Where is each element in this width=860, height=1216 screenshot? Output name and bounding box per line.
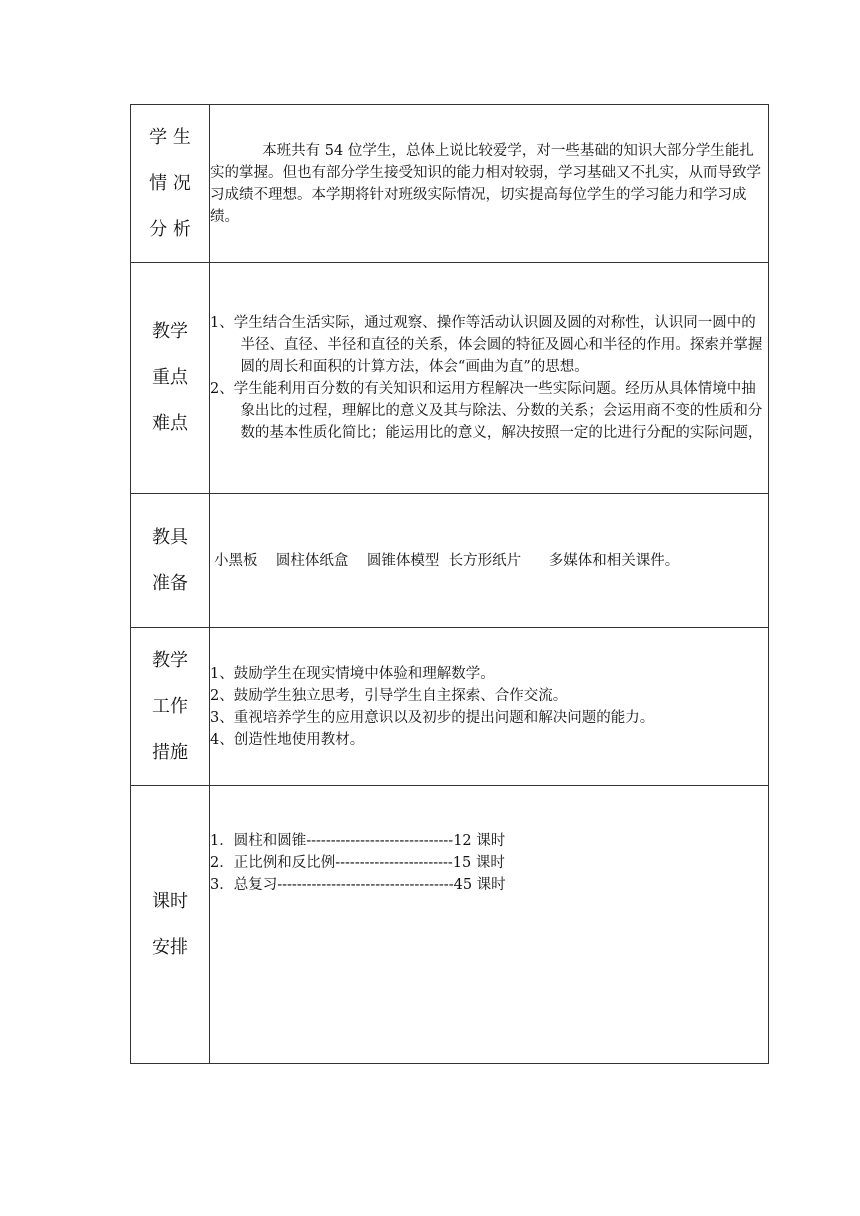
- label-line: 工作: [152, 695, 188, 717]
- label-teaching-measures: [131, 628, 210, 786]
- label-line: 安排: [152, 936, 188, 958]
- list-item: 4、创造性地使用教材。: [210, 731, 365, 748]
- list-item: 1、鼓励学生在现实情境中体验和理解数学。: [210, 665, 495, 682]
- list-item: 2．正比例和反比例------------------------15 课时: [210, 855, 505, 871]
- label-line: 课时: [152, 890, 188, 912]
- label-teaching-tools: [131, 494, 210, 628]
- row-student-analysis: [131, 105, 769, 263]
- schedule-list: [210, 830, 768, 896]
- list-item: 1、学生结合生活实际，通过观察、操作等活动认识圆及圆的对称性，认识同一圆中的半径、直径、半径和直径的关系，体会圆的特征及圆心和半径的作用。探索并掌握圆的周长和面积的计算方法，体会“画曲为直”的思想。: [210, 315, 763, 375]
- teaching-tools-text: 小黑板 圆柱体纸盒 圆锥体模型 长方形纸片 多媒体和相关课件。: [214, 552, 680, 569]
- content-teaching-measures: [210, 628, 769, 786]
- label-line: 措施: [152, 741, 188, 763]
- list-item: 1．圆柱和圆锥------------------------------12 课时: [210, 833, 506, 849]
- teaching-plan-table: [130, 104, 769, 1064]
- student-analysis-text: 本班共有 54 位学生，总体上说比较爱学，对一些基础的知识大部分学生能扎实的掌握。但也有部分学生接受知识的能力相对较弱，学习基础又不扎实，从而导致学习成绩不理想。本学期将针对班级实际情况，切实提高每位学生的学习能力和学习成绩。: [210, 142, 761, 225]
- label-line: 教具: [152, 526, 188, 548]
- content-teaching-tools: [210, 494, 769, 628]
- teaching-measures-list: [210, 663, 768, 751]
- label-line: 教学: [152, 321, 188, 342]
- list-item: 3、重视培养学生的应用意识以及初步的提出问题和解决问题的能力。: [210, 709, 655, 726]
- row-teaching-measures: [131, 628, 769, 786]
- label-line: 学 生: [149, 126, 191, 148]
- label-line: 准备: [152, 572, 188, 594]
- label-line: 教学: [152, 649, 188, 671]
- label-key-points: [131, 263, 210, 494]
- label-line: 分 析: [149, 218, 191, 240]
- content-key-points: [210, 263, 769, 494]
- list-item: 3．总复习------------------------------------45 课时: [210, 877, 506, 893]
- row-teaching-tools: [131, 494, 769, 628]
- content-schedule: [210, 786, 769, 1064]
- label-student-analysis: [131, 105, 210, 263]
- list-item: 2、学生能利用百分数的有关知识和运用方程解决一些实际问题。经历从具体情境中抽象出比的过程，理解比的意义及其与除法、分数的关系；会运用商不变的性质和分数的基本性质化简比；能运用比的意义，解决按照一定的比进行分配的实际问题，: [210, 381, 763, 441]
- list-item: 2、鼓励学生独立思考，引导学生自主探索、合作交流。: [210, 687, 568, 704]
- content-student-analysis: [210, 105, 769, 263]
- row-key-points: [131, 263, 769, 494]
- key-points-list: [210, 312, 768, 444]
- label-line: 重点: [152, 367, 188, 388]
- label-line: 难点: [152, 413, 188, 434]
- label-schedule: [131, 786, 210, 1064]
- label-line: 情 况: [149, 172, 191, 194]
- row-schedule: [131, 786, 769, 1064]
